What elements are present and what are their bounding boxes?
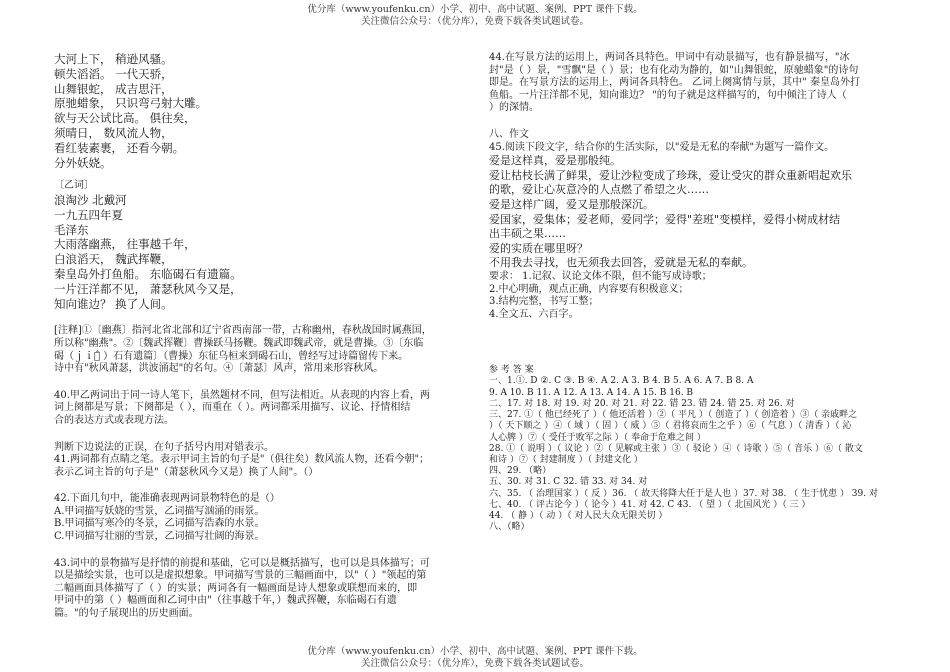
question-line: 合的表达方式或表现方法。 bbox=[54, 414, 174, 426]
answer-line: 七、40. （ 评古论今 ）（ 论今 ）41. 对 42. C 43. （ 望 ）（ 北国风光 ）（ 三 ） bbox=[489, 499, 811, 510]
option-b: B.甲词描写寒冷的冬景，乙词描写浩森的水景。 bbox=[54, 518, 265, 530]
question-line: 封"是（ ）景，"雪飘"是（ ）景；也有化动为静的，如"山舞银蛇，原驰蜡象"的诗句 bbox=[489, 64, 859, 76]
page-header bbox=[0, 4, 950, 28]
poem-line: 原驰蜡象， 只识弯弓射大雕。 bbox=[54, 96, 208, 111]
answer-line: 四、29. （略） bbox=[489, 466, 552, 477]
essay-line: 的歌，爱让心灰意冷的人点燃了希望之火…… bbox=[489, 183, 709, 197]
option-c: C.甲词描写壮丽的雪景，乙词描写壮阔的海景。 bbox=[54, 531, 265, 543]
answer-key-title: 参 考 答 案 bbox=[489, 365, 534, 376]
answer-line: 人心脾 ）⑦（ 受任于败军之际 ）（ 奉命于危难之间 ） bbox=[489, 432, 706, 443]
essay-line: 爱是这样广阔，爱又是那般深沉。 bbox=[489, 197, 654, 211]
header-line-2: 关注微信公众号：（优分库），免费下载各类试题试卷。 bbox=[360, 16, 589, 27]
answer-line: 44. （ 静 ）（ 动 ）（ 对人民大众无限关切 ） bbox=[489, 510, 668, 521]
answer-line: 三、27. ①（ 他已经死了 ）（ 他还活着 ）②（ 平凡 ）（ 创造了 ）（ 创造着 ）③（ 亲戚畔之 bbox=[489, 410, 858, 421]
essay-line: 爱让枯枝长满了鲜果，爱让沙粒变成了珍珠，爱让受灾的群众重新唱起欢乐 bbox=[489, 168, 852, 182]
question-line: 鱼船。一片汪洋都不见，知向谁边？ "的句子就是这样描写的，句中倾注了诗人（ bbox=[489, 89, 847, 101]
poem-date: 一九五四年夏 bbox=[54, 207, 123, 222]
requirement-line: 4.全文五、六百字。 bbox=[489, 308, 579, 320]
question-41: 41.两词都有点睛之笔。表示甲词主旨的句子是"（俱往矣）数风流人物，还看今朝"； bbox=[54, 454, 430, 466]
answer-line: ）（ 天下顺之 ）④（ 域 ）（ 固 ）（ 威 ）⑤（ 君将哀而生之乎 ）⑥（ 气息 ）（ 清香 ）（ 沁 bbox=[489, 421, 852, 432]
essay-line: 爱的实质在哪里呀？ bbox=[489, 241, 588, 255]
answer-key bbox=[489, 365, 904, 533]
poem-b bbox=[54, 193, 464, 311]
poem-line: 大河上下， 稍逊风骚。 bbox=[54, 52, 173, 66]
answer-line: 五、30. 对 31. C 32. 错 33. 对 34. 对 bbox=[489, 477, 648, 488]
question-42: 42.下面几句中，能准确表现两词景物特色的是（） bbox=[54, 493, 280, 505]
answer-line: 一、1.①. D ②. C ③. B ④. A 2. A 3. B 4. B 5. A 6. A 7. B 8. A bbox=[489, 376, 754, 387]
poem-a bbox=[54, 52, 464, 170]
requirement-line: 2.中心明确，观点正确，内容要有积极意义； bbox=[489, 283, 689, 295]
poem-b-label: 〔乙词〕 bbox=[54, 180, 94, 192]
judge-section bbox=[54, 442, 464, 480]
question-line: 甲词中的第（ ）幅画面和乙词中由"（往事越千年，）魏武挥鞭，东临碣石有遗 bbox=[54, 595, 397, 607]
poem-line: 知向谁边？ 换了人间。 bbox=[54, 296, 173, 311]
poem-line: 大雨落幽燕， 往事越千年， bbox=[54, 237, 196, 252]
footer-line-1: 优分库（www.youfenku.cn）小学、初中、高中试题、案例、PPT 课件下载。 bbox=[307, 646, 643, 657]
poem-author: 毛泽东 bbox=[54, 222, 89, 237]
answer-line: 9. A 10. B 11. A 12. A 13. A 14. A 15. B 16. B bbox=[489, 387, 694, 398]
essay-line: 爱是这样真，爱是那般纯。 bbox=[489, 154, 621, 168]
question-line: 二幅画面具体描写了（ ）的实景；两词各有一幅画面是诗人想象或联想而来的，即 bbox=[54, 582, 418, 594]
left-column bbox=[54, 52, 464, 621]
question-line: 即是。在写景方法的运用上，两词各具特色。 乙词上阕寓情与景，其中" 秦皇岛外打 bbox=[489, 77, 860, 89]
question-line: 以是描绘实景，也可以是虚拟想象。甲词描写雪景的三幅画面中，以"（ ）"领起的第 bbox=[54, 570, 427, 582]
poem-line: 须晴日， 数风流人物， bbox=[54, 125, 173, 140]
poem-line: 顿失滔滔。 一代天骄， bbox=[54, 66, 173, 81]
question-line: 词上阕都是写景；下阕都是（ ），而重在（ ）。两词都采用描写、议论、抒情相结 bbox=[54, 402, 411, 414]
option-a: A.甲词描写妖娆的雪景，乙词描写汹涌的雨景。 bbox=[54, 505, 265, 517]
annotation-line: [注释]①〔幽燕〕指河北省北部和辽宁省西南部一带，古称幽州，春秋战国时属燕国， bbox=[54, 325, 432, 337]
question-line: ）的深情。 bbox=[489, 102, 539, 114]
poem-line: 看红装素裹， 还看今朝。 bbox=[54, 140, 185, 155]
requirement-line: 要求： 1.记叙、议论文体不限，但不能写成诗歌； bbox=[489, 270, 712, 282]
right-column bbox=[489, 52, 904, 533]
annotation-line: 碣（ｊｉｅ̂ ）石有遗篇〕（曹操）东征乌桓来到碣石山，曾经写过诗篇留传下来。 bbox=[54, 350, 409, 362]
question-line: 44.在写景方法的运用上，两词各具特色。甲词中有动景描写，也有静景描写，"冰 bbox=[489, 52, 850, 63]
question-45: 45.阅读下段文字，结合你的生活实际，以"爱是无私的奉献"为题写一篇作文。 bbox=[489, 141, 835, 153]
section-heading: 八、作文 bbox=[489, 128, 529, 140]
poem-line: 白浪滔天， 魏武挥鞭， bbox=[54, 252, 173, 267]
question-41-cont: 表示乙词主旨的句子是"（萧瑟秋风今又是）换了人间"。（） bbox=[54, 466, 319, 478]
answer-line: 八、（略） bbox=[489, 522, 530, 533]
header-line-1: 优分库（www.youfenku.cn）小学、初中、高中试题、案例、PPT 课件下载。 bbox=[307, 4, 643, 15]
question-line: 43.词中的景物描写是抒情的前提和基础，它可以是概括描写，也可以是具体描写；可 bbox=[54, 557, 430, 569]
page-footer bbox=[0, 646, 950, 670]
footer-line-2: 关注微信公众号：（优分库），免费下载各类试题试卷。 bbox=[360, 658, 589, 669]
essay-line: 出丰硕之果…… bbox=[489, 227, 566, 241]
question-line: 40.甲乙两词出于同一诗人笔下，虽然题材不同，但写法相近。从表现的内容上看，两 bbox=[54, 389, 430, 401]
answer-line: 二、17. 对 18. 对 19. 对 20. 对 21. 对 22. 错 23. 错 24. 错 25. 对 26. 对 bbox=[489, 398, 795, 409]
essay-line: 爱国家，爱集体；爱老师，爱同学；爱得"差班"变模样，爱得小树成材结 bbox=[489, 212, 841, 226]
annotation bbox=[54, 325, 464, 375]
essay-requirements bbox=[489, 271, 904, 321]
answer-line: 28. ①（ 说明 ）（ 议论 ）②（ 见解或主张 ）③（ 驳论 ）④（ 诗歌 ）⑤（ 音乐 ）⑥（ 散文 bbox=[489, 443, 863, 454]
answer-line: 六、35. （ 治理国家 ）（ 反 ）36. （ 故天将降大任于是人也 ）37. 对 38. （ 生于忧患 ） 39. 对 bbox=[489, 488, 878, 499]
essay-passage bbox=[489, 154, 904, 271]
poem-line: 欲与天公试比高。 俱往矣， bbox=[54, 111, 196, 126]
poem-line: 山舞银蛇， 成吉思汗， bbox=[54, 81, 173, 96]
poem-line: 一片汪洋都不见， 萧瑟秋风今又是， bbox=[54, 281, 242, 296]
question-line: 篇。"的句子展现出的历史画面。 bbox=[54, 608, 199, 620]
poem-line: 秦皇岛外打鱼船。 东临碣石有遗篇。 bbox=[54, 266, 242, 281]
answer-line: 和诗 ）⑦（ 封建制度 ）（ 封建文化 ） bbox=[489, 454, 643, 465]
annotation-line: 诗中有"秋风萧瑟，洪波涌起"的名句。④〔萧瑟〕风声，常用来形容秋风。 bbox=[54, 363, 384, 375]
question-43 bbox=[54, 558, 464, 621]
essay-line: 不用我去寻找，也无须我去回答，爱就是无私的奉献。 bbox=[489, 256, 753, 270]
poem-line: 分外妖娆。 bbox=[54, 155, 112, 170]
annotation-line: 所以称"幽燕"。②〔魏武挥鞭〕曹操跃马扬鞭。魏武即魏武帝，就是曹操。③〔东临 bbox=[54, 337, 424, 349]
judge-instruction: 判断下边说法的正误，在句子括号内用对错表示。 bbox=[54, 441, 274, 453]
requirement-line: 3.结构完整，书写工整； bbox=[489, 296, 599, 308]
question-44 bbox=[489, 52, 904, 115]
question-40 bbox=[54, 390, 464, 428]
poem-title: 浪淘沙 北戴河 bbox=[54, 192, 127, 207]
